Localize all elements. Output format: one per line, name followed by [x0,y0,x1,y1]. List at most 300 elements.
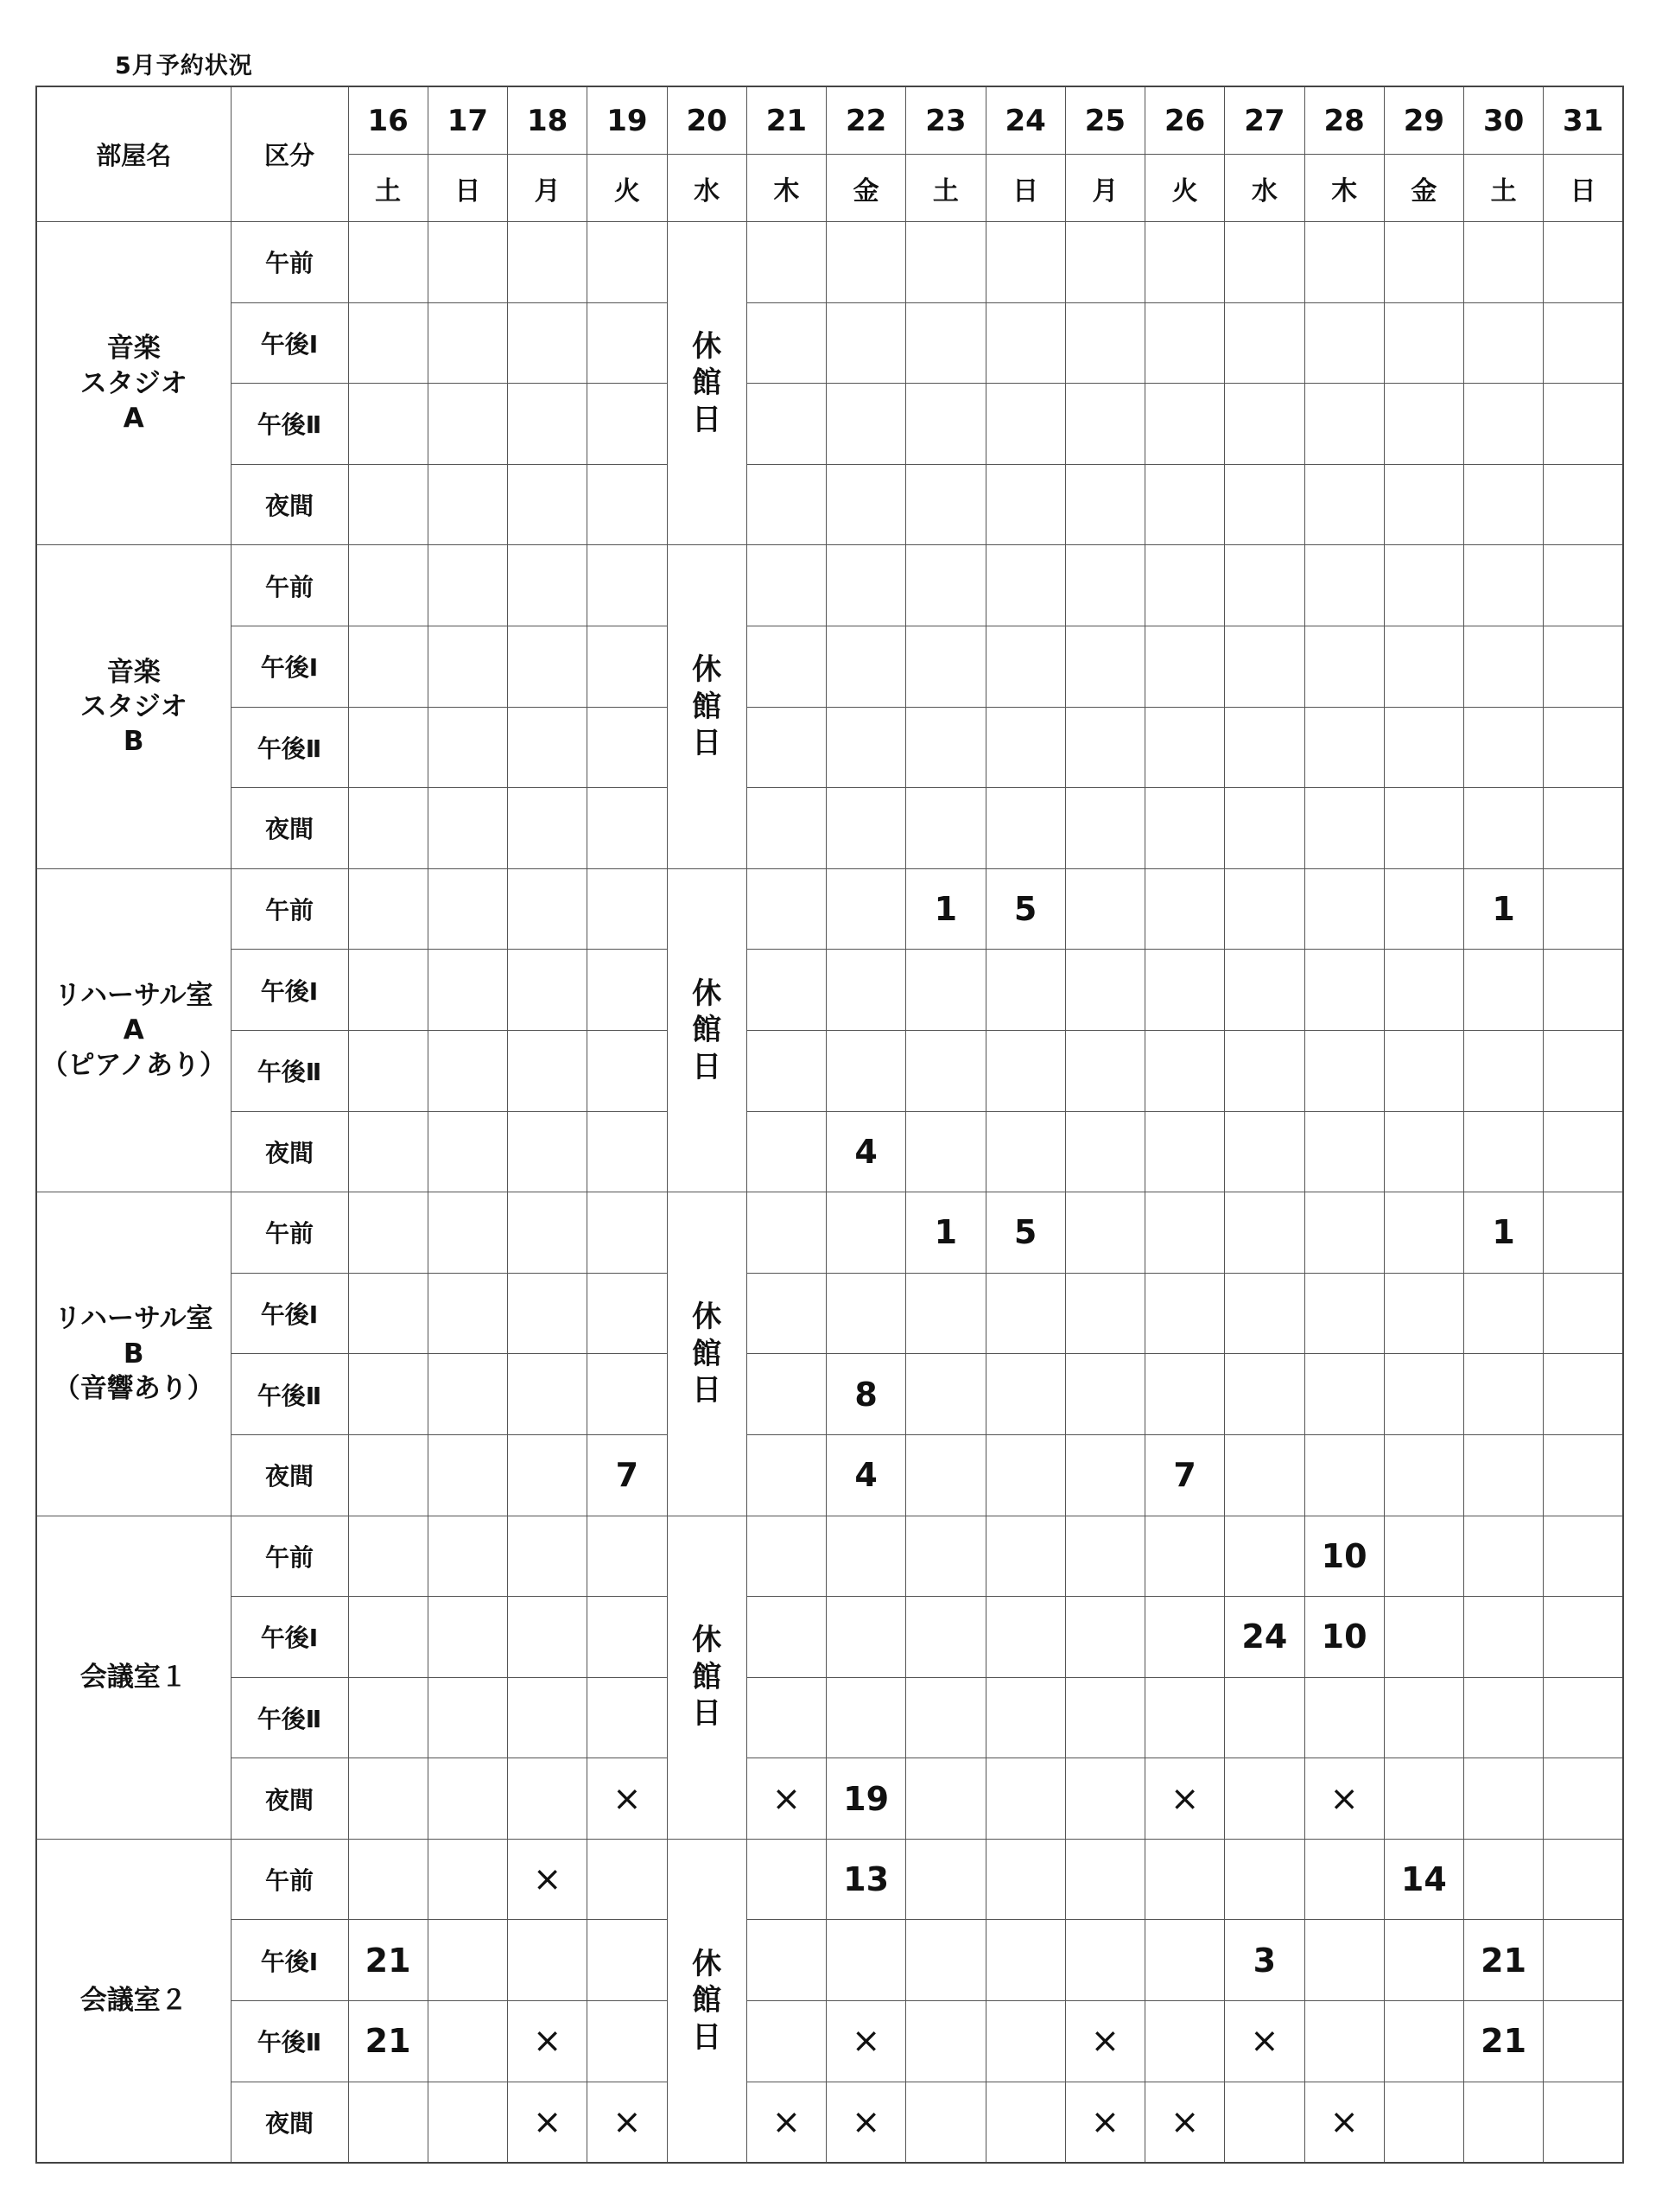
reservation-cell [428,1273,507,1354]
weekday-header: 土 [348,155,428,222]
reservation-cell [1145,626,1225,707]
closed-day-label: 館 [692,1659,722,1694]
reservation-cell [1304,464,1384,545]
date-header: 29 [1384,86,1463,155]
reservation-cell [1065,1516,1145,1597]
reservation-cell [508,1192,587,1274]
reservation-cell [1464,545,1544,626]
reservation-cell [348,788,428,869]
reservation-cell [508,1111,587,1192]
reservation-cell [587,545,667,626]
reservation-cell: 1 [906,1192,986,1274]
reservation-cell [906,1839,986,1920]
reservation-cell [746,1920,826,2001]
reservation-cell [508,788,587,869]
reservation-cell [1225,950,1304,1031]
room-name-line: 音楽 [106,333,161,365]
reservation-cell [986,1030,1065,1111]
room-name-cell [36,545,231,868]
closed-day-cell [667,1192,746,1516]
reservation-cell [508,545,587,626]
period-label: 午前 [231,1516,348,1597]
reservation-cell [1544,1516,1623,1597]
reservation-cell [986,1758,1065,1840]
reservation-cell [1384,464,1463,545]
reservation-cell [1384,1354,1463,1435]
table-row [36,545,1623,626]
weekday-header: 木 [746,155,826,222]
reservation-cell [827,626,906,707]
reservation-cell [827,302,906,384]
reservation-cell [348,1111,428,1192]
table-row [36,950,1623,1031]
reservation-cell [906,788,986,869]
reservation-cell [746,1354,826,1435]
date-header: 17 [428,86,507,155]
reservation-cell [1065,626,1145,707]
reservation-cell [1145,1597,1225,1678]
room-name-cell [36,1839,231,2163]
reservation-cell [986,1273,1065,1354]
reservation-cell [587,1597,667,1678]
reservation-cell [1304,1434,1384,1516]
reservation-cell [587,788,667,869]
reservation-cell [827,950,906,1031]
reservation-cell: 21 [1464,1920,1544,2001]
reservation-cell: × [508,2001,587,2082]
reservation-cell [906,2082,986,2163]
reservation-cell [587,384,667,465]
reservation-cell [508,1516,587,1597]
reservation-cell [508,1758,587,1840]
reservation-cell [906,1434,986,1516]
reservation-cell [1225,302,1304,384]
reservation-cell [827,1273,906,1354]
reservation-cell [1225,545,1304,626]
reservation-cell [746,1434,826,1516]
reservation-cell [1145,868,1225,950]
closed-day-cell [667,222,746,545]
reservation-cell [1065,464,1145,545]
date-header: 24 [986,86,1065,155]
reservation-cell [508,302,587,384]
reservation-cell [1225,1677,1304,1758]
reservation-cell [827,1597,906,1678]
reservation-cell: 24 [1225,1597,1304,1678]
reservation-cell [428,707,507,788]
reservation-cell [428,545,507,626]
reservation-cell [1544,1192,1623,1274]
reservation-cell [827,384,906,465]
reservation-cell [1225,1192,1304,1274]
date-header: 30 [1464,86,1544,155]
reservation-cell: 1 [1464,868,1544,950]
period-label: 午後Ⅰ [231,302,348,384]
reservation-cell [587,1839,667,1920]
reservation-cell [1464,222,1544,303]
reservation-cell: × [508,2082,587,2163]
reservation-cell [1464,1111,1544,1192]
reservation-cell [428,384,507,465]
reservation-cell [1065,1111,1145,1192]
table-row [36,1434,1623,1516]
room-name-line: （音響あり） [53,1372,214,1404]
reservation-cell [1464,1273,1544,1354]
room-name-header: 部屋名 [36,86,231,222]
weekday-header: 月 [508,155,587,222]
reservation-cell [1304,222,1384,303]
reservation-cell [1304,788,1384,869]
reservation-cell [348,1597,428,1678]
reservation-cell [746,302,826,384]
reservation-cell [1225,1111,1304,1192]
reservation-cell [1544,302,1623,384]
reservation-cell [508,1434,587,1516]
table-row [36,2082,1623,2163]
reservation-cell [1544,626,1623,707]
reservation-cell [1225,1030,1304,1111]
closed-day-label: 日 [692,1696,722,1732]
reservation-cell [1544,1354,1623,1435]
closed-day-label: 日 [692,402,722,437]
reservation-cell: 5 [986,868,1065,950]
reservation-cell [428,1111,507,1192]
table-row [36,1516,1623,1597]
weekday-header: 木 [1304,155,1384,222]
reservation-cell [1065,1354,1145,1435]
date-header: 23 [906,86,986,155]
reservation-cell [827,868,906,950]
reservation-cell [508,384,587,465]
reservation-cell [428,788,507,869]
reservation-cell [746,1516,826,1597]
reservation-cell [428,302,507,384]
reservation-cell [587,1273,667,1354]
reservation-cell: 1 [1464,1192,1544,1274]
reservation-cell [348,1758,428,1840]
period-label: 午前 [231,545,348,626]
reservation-cell [1145,707,1225,788]
period-label: 午前 [231,222,348,303]
reservation-cell [746,707,826,788]
reservation-cell [1464,464,1544,545]
reservation-cell [986,2082,1065,2163]
reservation-cell [1225,1273,1304,1354]
reservation-cell [1145,384,1225,465]
reservation-cell [1145,1839,1225,1920]
period-label: 午後Ⅰ [231,1597,348,1678]
reservation-cell: 21 [348,1920,428,2001]
reservation-cell [1544,707,1623,788]
table-row [36,1597,1623,1678]
reservation-cell: × [1145,1758,1225,1840]
reservation-cell [1384,707,1463,788]
reservation-cell: 3 [1225,1920,1304,2001]
reservation-cell [1384,1434,1463,1516]
reservation-cell [746,1030,826,1111]
reservation-cell [986,1354,1065,1435]
reservation-cell [508,1677,587,1758]
reservation-cell [827,1516,906,1597]
date-header: 20 [667,86,746,155]
reservation-cell [906,222,986,303]
reservation-cell [746,788,826,869]
reservation-cell [746,1273,826,1354]
table-row [36,1030,1623,1111]
reservation-cell [1145,302,1225,384]
table-row [36,868,1623,950]
reservation-cell [1304,1111,1384,1192]
reservation-cell [1145,1354,1225,1435]
room-name-cell [36,868,231,1192]
period-label: 午後Ⅰ [231,1273,348,1354]
reservation-cell [428,1030,507,1111]
reservation-cell [906,1597,986,1678]
reservation-cell [1065,707,1145,788]
reservation-cell: × [746,1758,826,1840]
reservation-cell [986,222,1065,303]
closed-day-label: 休 [692,652,722,688]
reservation-cell [986,2001,1065,2082]
reservation-cell [587,2001,667,2082]
reservation-cell [1225,626,1304,707]
reservation-cell [986,464,1065,545]
reservation-cell [1544,464,1623,545]
reservation-cell [906,545,986,626]
reservation-cell [1464,1354,1544,1435]
reservation-cell [1384,950,1463,1031]
reservation-cell [1464,950,1544,1031]
reservation-cell [1384,1273,1463,1354]
reservation-cell: × [587,1758,667,1840]
reservation-cell [1384,302,1463,384]
reservation-cell [348,1030,428,1111]
reservation-cell [746,1111,826,1192]
reservation-cell [1464,707,1544,788]
reservation-cell [906,302,986,384]
reservation-cell [1384,545,1463,626]
reservation-cell [1384,868,1463,950]
reservation-cell [1145,545,1225,626]
reservation-cell: × [1145,2082,1225,2163]
reservation-cell [348,302,428,384]
page-title: 5月予約状況 [115,53,253,79]
closed-day-label: 休 [692,976,722,1011]
reservation-cell [746,2001,826,2082]
date-header: 21 [746,86,826,155]
reservation-cell: 14 [1384,1839,1463,1920]
reservation-cell [1225,464,1304,545]
reservation-cell [508,1354,587,1435]
table-row [36,1839,1623,1920]
period-label: 午後Ⅰ [231,1920,348,2001]
reservation-cell [1544,788,1623,869]
closed-day-cell [667,1516,746,1839]
period-label: 午後Ⅱ [231,707,348,788]
reservation-cell [827,707,906,788]
reservation-cell [1065,868,1145,950]
reservation-cell: × [746,2082,826,2163]
weekday-header: 土 [1464,155,1544,222]
reservation-cell [428,1597,507,1678]
reservation-cell [1065,1920,1145,2001]
period-label: 午後Ⅱ [231,1030,348,1111]
reservation-cell [348,1273,428,1354]
reservation-cell: × [1225,2001,1304,2082]
reservation-cell [587,302,667,384]
reservation-cell [906,1516,986,1597]
reservation-cell: × [1065,2001,1145,2082]
reservation-cell [827,464,906,545]
room-name-line: B [123,726,144,758]
weekday-header: 日 [1544,155,1623,222]
reservation-cell [986,707,1065,788]
reservation-cell [587,222,667,303]
table-row [36,1354,1623,1435]
reservation-cell [1065,1273,1145,1354]
reservation-cell [1065,1030,1145,1111]
reservation-cell [1065,302,1145,384]
reservation-cell: 8 [827,1354,906,1435]
reservation-cell [906,2001,986,2082]
reservation-cell [587,1111,667,1192]
date-header: 25 [1065,86,1145,155]
reservation-cell [428,2082,507,2163]
reservation-cell [1304,302,1384,384]
reservation-cell [348,1434,428,1516]
period-label: 夜間 [231,1434,348,1516]
room-name-line: A [123,1014,144,1046]
reservation-cell [986,545,1065,626]
reservation-cell [1384,1516,1463,1597]
reservation-cell: 7 [1145,1434,1225,1516]
reservation-cell [906,1111,986,1192]
date-header: 19 [587,86,667,155]
reservation-cell [1225,1839,1304,1920]
reservation-cell [348,1677,428,1758]
reservation-cell [348,222,428,303]
reservation-cell [1145,1677,1225,1758]
reservation-cell: × [827,2001,906,2082]
reservation-cell [746,1597,826,1678]
reservation-cell [986,302,1065,384]
reservation-cell [508,222,587,303]
reservation-cell [1145,1273,1225,1354]
date-header: 27 [1225,86,1304,155]
reservation-cell [348,464,428,545]
reservation-cell [587,868,667,950]
reservation-cell [1384,1597,1463,1678]
reservation-cell [906,1273,986,1354]
closed-day-cell [667,1839,746,2163]
closed-day-label: 館 [692,1013,722,1048]
reservation-cell [746,950,826,1031]
period-label: 午後Ⅱ [231,2001,348,2082]
weekday-header: 日 [986,155,1065,222]
reservation-cell [1304,626,1384,707]
closed-day-label: 日 [692,1373,722,1408]
reservation-cell [986,1839,1065,1920]
reservation-cell [508,1597,587,1678]
period-label: 夜間 [231,788,348,869]
reservation-cell [746,384,826,465]
reservation-cell [986,788,1065,869]
table-row [36,1111,1623,1192]
reservation-cell: × [587,2082,667,2163]
reservation-cell [1145,1030,1225,1111]
period-label: 午後Ⅰ [231,626,348,707]
reservation-cell [906,1030,986,1111]
reservation-cell [348,950,428,1031]
reservation-cell [906,1920,986,2001]
reservation-cell [508,1273,587,1354]
period-label: 夜間 [231,2082,348,2163]
reservation-cell [906,950,986,1031]
reservation-cell [1464,2082,1544,2163]
closed-day-label: 館 [692,1983,722,2018]
reservation-cell [1384,1920,1463,2001]
reservation-cell [1464,1597,1544,1678]
reservation-cell [1225,1434,1304,1516]
table-row [36,1758,1623,1840]
reservation-cell [1384,1758,1463,1840]
reservation-cell [587,950,667,1031]
reservation-cell [827,1677,906,1758]
period-label: 午後Ⅰ [231,950,348,1031]
reservation-cell [1225,1516,1304,1597]
reservation-cell [1145,1192,1225,1274]
period-label: 午前 [231,1192,348,1274]
reservation-cell [1544,950,1623,1031]
reservation-cell [1544,1273,1623,1354]
reservation-cell [1384,1030,1463,1111]
period-header: 区分 [231,86,348,222]
reservation-cell [1384,2082,1463,2163]
reservation-cell [827,1030,906,1111]
reservation-cell [1145,788,1225,869]
reservation-cell [1304,868,1384,950]
table-row [36,464,1623,545]
reservation-cell: × [1065,2082,1145,2163]
reservation-table [35,86,1624,2164]
reservation-cell [746,464,826,545]
reservation-cell: × [1304,1758,1384,1840]
reservation-cell [1304,384,1384,465]
reservation-cell: 19 [827,1758,906,1840]
room-name-line: 会議室１ [79,1662,187,1694]
closed-day-label: 日 [692,1049,722,1084]
reservation-cell [986,1111,1065,1192]
reservation-cell [428,1839,507,1920]
reservation-cell [746,1839,826,1920]
table-row [36,788,1623,869]
reservation-cell [428,2001,507,2082]
reservation-cell [1145,1516,1225,1597]
reservation-cell [1225,2082,1304,2163]
reservation-cell [1225,222,1304,303]
reservation-cell [746,545,826,626]
reservation-cell [428,1920,507,2001]
reservation-cell [508,868,587,950]
period-label: 午後Ⅱ [231,384,348,465]
reservation-cell [428,464,507,545]
reservation-cell [508,707,587,788]
reservation-cell [1464,1516,1544,1597]
reservation-cell [906,1758,986,1840]
reservation-cell [746,626,826,707]
weekday-header: 金 [1384,155,1463,222]
reservation-cell [746,1192,826,1274]
